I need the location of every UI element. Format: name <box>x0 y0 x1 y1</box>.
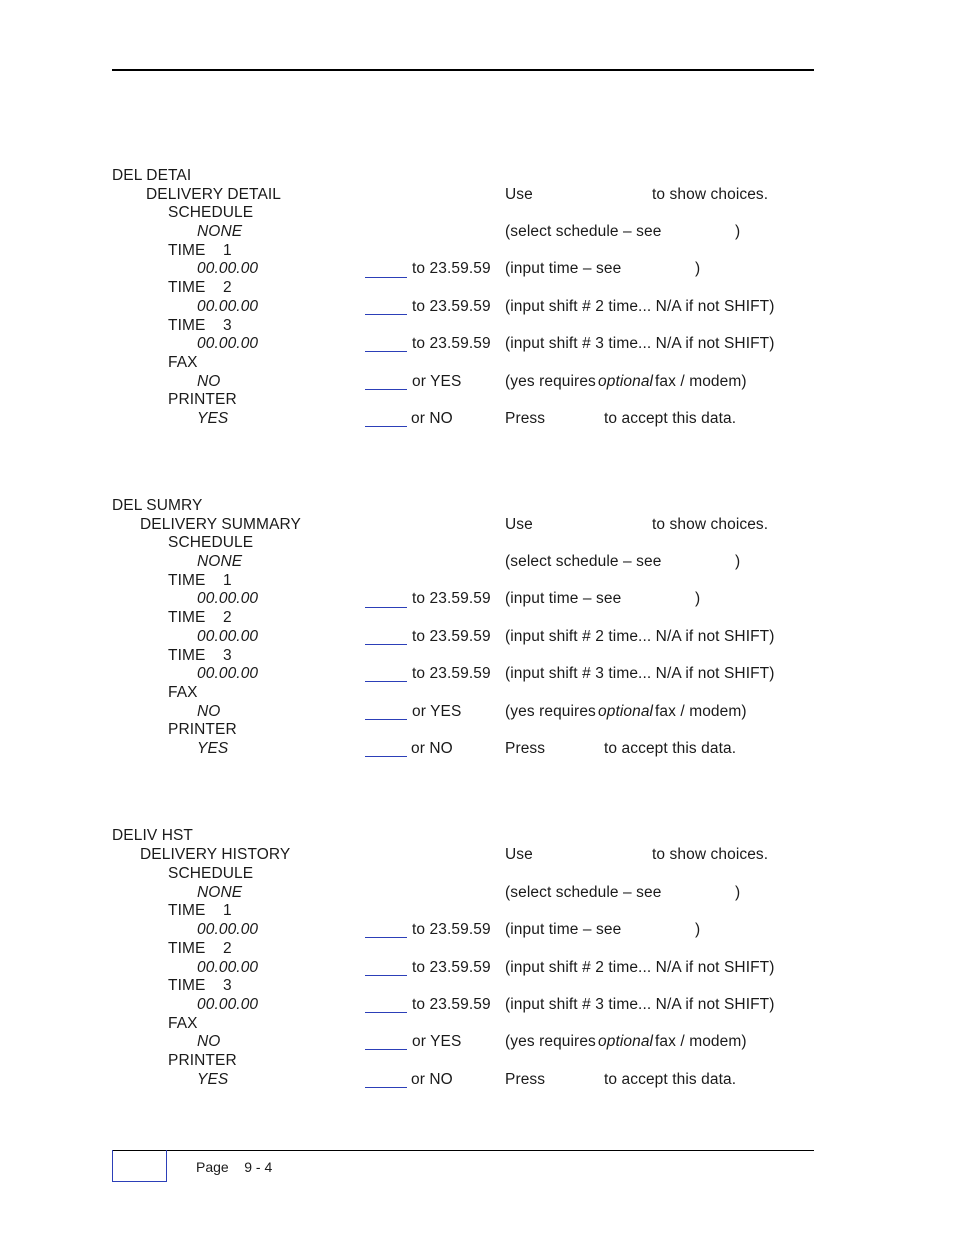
menu-title: DELIVERY SUMMARY <box>140 516 301 533</box>
printer-alt: or NO <box>411 740 453 757</box>
time1-value: 00.00.00 <box>197 921 259 938</box>
printer-value: YES <box>197 740 229 757</box>
time3-note: (input shift # 3 time... N/A if not SHIFT) <box>505 996 775 1013</box>
schedule-note: (select schedule – see <box>505 223 662 240</box>
press-label: Press <box>505 740 546 757</box>
time1-note-close: ) <box>695 921 701 938</box>
time2-note: (input shift # 2 time... N/A if not SHIFT) <box>505 959 775 976</box>
page-number: Page 9 - 4 <box>196 1159 273 1175</box>
schedule-note: (select schedule – see <box>505 553 662 570</box>
fax-link[interactable] <box>365 701 407 720</box>
time3-value: 00.00.00 <box>197 996 259 1013</box>
fax-label: FAX <box>168 684 198 701</box>
use-label: Use <box>505 846 533 863</box>
use-suffix: to show choices. <box>652 186 769 203</box>
schedule-value: NONE <box>197 553 243 570</box>
fax-value: NO <box>197 703 221 720</box>
time2-link[interactable] <box>365 957 407 976</box>
fax-label: FAX <box>168 1015 198 1032</box>
schedule-note-close: ) <box>735 223 741 240</box>
schedule-value: NONE <box>197 884 243 901</box>
time1-note: (input time – see <box>505 260 622 277</box>
fax-note-suffix: fax / modem) <box>655 373 747 390</box>
fax-label: FAX <box>168 354 198 371</box>
schedule-value: NONE <box>197 223 243 240</box>
time3-range: to 23.59.59 <box>412 665 491 682</box>
fax-link[interactable] <box>365 1031 407 1050</box>
time3-label: TIME 3 <box>168 977 232 994</box>
time1-range: to 23.59.59 <box>412 921 491 938</box>
printer-label: PRINTER <box>168 721 237 738</box>
footer-logo-box <box>112 1150 167 1182</box>
printer-link[interactable] <box>365 738 407 757</box>
time3-note: (input shift # 3 time... N/A if not SHIFT) <box>505 335 775 352</box>
fax-note: (yes requires <box>505 1033 596 1050</box>
schedule-note-close: ) <box>735 553 741 570</box>
fax-alt: or YES <box>412 373 462 390</box>
schedule-label: SCHEDULE <box>168 865 254 882</box>
time3-label: TIME 3 <box>168 317 232 334</box>
fax-note: (yes requires <box>505 703 596 720</box>
footer-rule <box>112 1150 814 1151</box>
time2-label: TIME 2 <box>168 940 232 957</box>
time2-range: to 23.59.59 <box>412 298 491 315</box>
fax-note-optional: optional <box>598 373 654 390</box>
menu-title: DELIVERY HISTORY <box>140 846 291 863</box>
time1-note-close: ) <box>695 590 701 607</box>
press-suffix: to accept this data. <box>604 410 737 427</box>
schedule-label: SCHEDULE <box>168 534 254 551</box>
time3-value: 00.00.00 <box>197 335 259 352</box>
time3-value: 00.00.00 <box>197 665 259 682</box>
time2-link[interactable] <box>365 296 407 315</box>
fax-note-optional: optional <box>598 1033 654 1050</box>
printer-value: YES <box>197 1071 229 1088</box>
time1-link[interactable] <box>365 919 407 938</box>
time1-link[interactable] <box>365 589 407 608</box>
use-suffix: to show choices. <box>652 846 769 863</box>
time3-label: TIME 3 <box>168 647 232 664</box>
time2-note: (input shift # 2 time... N/A if not SHIFT) <box>505 628 775 645</box>
time1-link[interactable] <box>365 259 407 278</box>
time1-value: 00.00.00 <box>197 590 259 607</box>
time3-link[interactable] <box>365 333 407 352</box>
fax-note-suffix: fax / modem) <box>655 1033 747 1050</box>
printer-value: YES <box>197 410 229 427</box>
time2-range: to 23.59.59 <box>412 628 491 645</box>
header-rule <box>112 69 814 71</box>
fax-note-optional: optional <box>598 703 654 720</box>
time3-link[interactable] <box>365 663 407 682</box>
use-label: Use <box>505 186 533 203</box>
time3-range: to 23.59.59 <box>412 335 491 352</box>
schedule-note: (select schedule – see <box>505 884 662 901</box>
schedule-note-close: ) <box>735 884 741 901</box>
menu-code: DEL DETAI <box>112 167 192 184</box>
time2-label: TIME 2 <box>168 609 232 626</box>
fax-value: NO <box>197 373 221 390</box>
press-label: Press <box>505 1071 546 1088</box>
time1-range: to 23.59.59 <box>412 590 491 607</box>
time2-label: TIME 2 <box>168 279 232 296</box>
time2-note: (input shift # 2 time... N/A if not SHIFT) <box>505 298 775 315</box>
time1-label: TIME 1 <box>168 242 232 259</box>
time3-note: (input shift # 3 time... N/A if not SHIFT) <box>505 665 775 682</box>
printer-link[interactable] <box>365 1069 407 1088</box>
use-suffix: to show choices. <box>652 516 769 533</box>
time2-range: to 23.59.59 <box>412 959 491 976</box>
time2-value: 00.00.00 <box>197 298 259 315</box>
fax-note: (yes requires <box>505 373 596 390</box>
printer-label: PRINTER <box>168 391 237 408</box>
time3-link[interactable] <box>365 994 407 1013</box>
printer-link[interactable] <box>365 408 407 427</box>
use-label: Use <box>505 516 533 533</box>
printer-label: PRINTER <box>168 1052 237 1069</box>
press-suffix: to accept this data. <box>604 740 737 757</box>
fax-link[interactable] <box>365 371 407 390</box>
printer-alt: or NO <box>411 1071 453 1088</box>
fax-alt: or YES <box>412 703 462 720</box>
printer-alt: or NO <box>411 410 453 427</box>
time1-label: TIME 1 <box>168 572 232 589</box>
time1-label: TIME 1 <box>168 902 232 919</box>
time1-note-close: ) <box>695 260 701 277</box>
time1-note: (input time – see <box>505 921 622 938</box>
time1-value: 00.00.00 <box>197 260 259 277</box>
fax-value: NO <box>197 1033 221 1050</box>
time1-note: (input time – see <box>505 590 622 607</box>
time2-value: 00.00.00 <box>197 628 259 645</box>
menu-title: DELIVERY DETAIL <box>146 186 282 203</box>
time1-range: to 23.59.59 <box>412 260 491 277</box>
time2-link[interactable] <box>365 626 407 645</box>
menu-code: DELIV HST <box>112 827 194 844</box>
press-suffix: to accept this data. <box>604 1071 737 1088</box>
fax-alt: or YES <box>412 1033 462 1050</box>
schedule-label: SCHEDULE <box>168 204 254 221</box>
time3-range: to 23.59.59 <box>412 996 491 1013</box>
fax-note-suffix: fax / modem) <box>655 703 747 720</box>
time2-value: 00.00.00 <box>197 959 259 976</box>
press-label: Press <box>505 410 546 427</box>
menu-code: DEL SUMRY <box>112 497 203 514</box>
